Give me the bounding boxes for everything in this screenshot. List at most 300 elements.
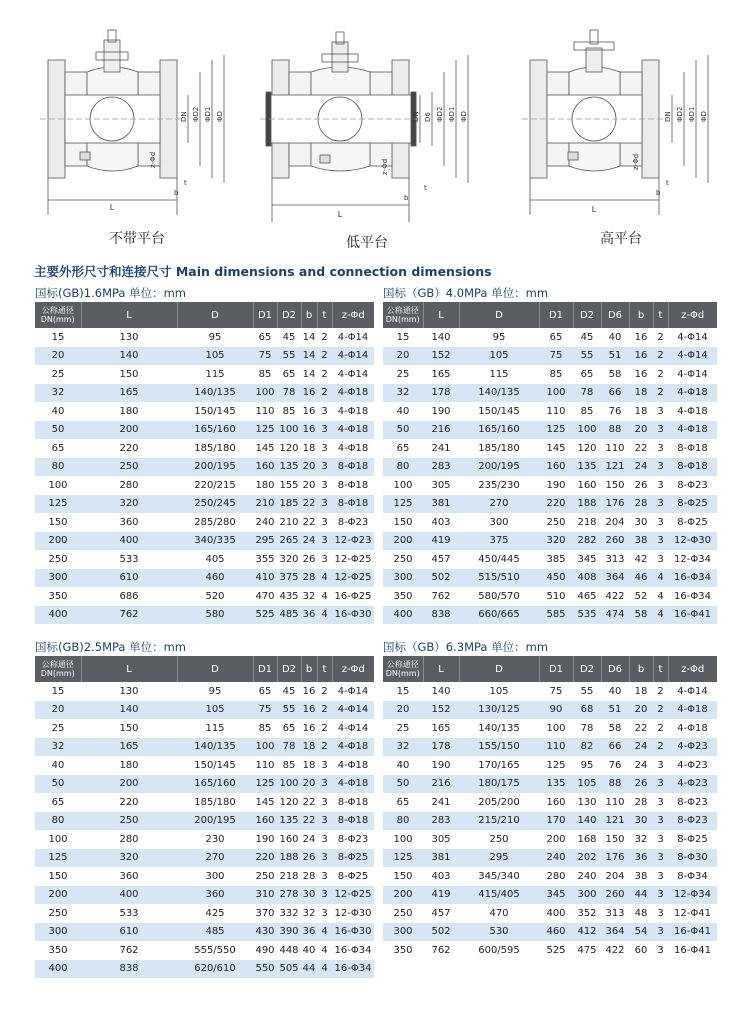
table-cell: 20 [35, 347, 81, 366]
table-cell: 555/550 [194, 944, 236, 956]
table-cell: 15 [51, 685, 65, 697]
table-cell: 320 [539, 532, 573, 551]
table-cell: 345 [539, 886, 573, 905]
table-cell: 105 [489, 685, 509, 697]
table-cell: 125 [253, 775, 277, 794]
table-cell: 4 [317, 923, 332, 942]
table-cell: 8-Φ18 [337, 479, 369, 491]
table-cell: 15 [396, 331, 410, 343]
table-cell: 190 [431, 759, 451, 771]
table-cell: 485 [177, 923, 253, 942]
column-header: z-Φd [668, 656, 717, 682]
table-cell: 170 [539, 812, 573, 831]
table-cell: 180 [119, 759, 139, 771]
column-header: D [459, 302, 539, 328]
table-cell: 88 [601, 775, 629, 794]
table-cell: 145 [546, 442, 566, 454]
table-cell: 3 [657, 405, 664, 417]
table-cell: 20 [301, 458, 317, 477]
table-cell: 135 [277, 812, 301, 831]
table-row [383, 756, 717, 775]
dim-L-1: L [109, 203, 115, 212]
table-row [35, 960, 374, 979]
table-cell: 295 [459, 849, 539, 868]
table-cell: 241 [431, 796, 451, 808]
dn-header-line: 公称通径 [41, 306, 74, 315]
table-cell: 178 [423, 384, 459, 403]
table-row [383, 923, 717, 942]
header-row [35, 656, 374, 682]
table-cell: 250 [48, 907, 68, 919]
table-cell: 24 [629, 738, 653, 757]
table-cell: 350 [48, 590, 68, 602]
table-row [383, 904, 717, 923]
table-cell: 419 [423, 886, 459, 905]
table-cell: 100 [48, 479, 68, 491]
table-cell: 12-Φ34 [668, 886, 717, 905]
table-cell: 400 [35, 960, 81, 979]
table-row [35, 904, 374, 923]
table-cell: 3 [657, 870, 664, 882]
dim-b-1: b [174, 189, 179, 197]
table-cell: 300 [489, 516, 509, 528]
dim-D-3: ΦD [700, 111, 708, 122]
table-cell: 4-Φ18 [332, 421, 374, 440]
table-row [383, 476, 717, 495]
table-cell: 135 [573, 458, 601, 477]
table-cell: 32 [383, 738, 423, 757]
table-cell: 250 [255, 870, 275, 882]
table-cell: 130 [119, 331, 139, 343]
table-cell: 2 [321, 685, 328, 697]
table-cell: 2 [657, 368, 664, 380]
table-cell: 150 [119, 722, 139, 734]
table-cell: 26 [629, 775, 653, 794]
table-cell: 178 [423, 738, 459, 757]
table-cell: 280 [119, 479, 139, 491]
table-cell: 390 [277, 923, 301, 942]
table-row [35, 775, 374, 794]
table-cell: 12-Φ25 [332, 886, 374, 905]
table-cell: 320 [279, 553, 299, 565]
table-cell: 115 [489, 368, 509, 380]
table-cell: 30 [301, 886, 317, 905]
dim-zd-2: z-Φd [381, 158, 389, 175]
column-header: b [301, 302, 317, 328]
table-cell: 120 [577, 442, 597, 454]
table-cell: 360 [177, 886, 253, 905]
table-row [35, 402, 374, 421]
table-cell: 4-Φ18 [332, 738, 374, 757]
table-cell: 385 [546, 553, 566, 565]
table-cell: 250 [81, 458, 177, 477]
dim-DN-1: DN [180, 111, 188, 122]
table-cell: 140 [81, 347, 177, 366]
table-cell: 20 [302, 479, 316, 491]
table-cell: 45 [282, 685, 296, 697]
table-cell: 200/195 [177, 458, 253, 477]
table-cell: 474 [601, 606, 629, 625]
table-cell: 3 [317, 849, 332, 868]
table-cell: 460 [539, 923, 573, 942]
table-cell: 24 [302, 833, 316, 845]
table-cell: 68 [573, 701, 601, 720]
table-cell: 8-Φ25 [337, 870, 369, 882]
table-cell: 4-Φ14 [677, 331, 708, 343]
table-row [383, 495, 717, 514]
table-cell: 260 [601, 886, 629, 905]
table-cell: 470 [489, 907, 509, 919]
table-cell: 220/215 [194, 479, 236, 491]
table-title: 国标（GB）6.3MPa 单位：mm [383, 640, 549, 654]
table-cell: 40 [396, 759, 410, 771]
table-cell: 310 [253, 886, 277, 905]
table-cell: 140 [431, 331, 451, 343]
header-row [383, 302, 717, 328]
table-cell: 88 [601, 421, 629, 440]
table-cell: 95 [580, 759, 594, 771]
column-header: L [81, 302, 177, 328]
table-cell: 150 [48, 870, 68, 882]
table-cell: 381 [423, 849, 459, 868]
table-row [383, 701, 717, 720]
table-cell: 300 [573, 886, 601, 905]
table-cell: 410 [253, 569, 277, 588]
table-cell: 8-Φ25 [668, 495, 717, 514]
table-cell: 16 [302, 722, 316, 734]
table-cell: 50 [383, 775, 423, 794]
dim-t-3: t [666, 179, 669, 187]
table-cell: 4-Φ14 [677, 685, 708, 697]
table-cell: 3 [653, 458, 668, 477]
table-cell: 85 [258, 368, 272, 380]
table-cell: 585 [539, 606, 573, 625]
table-cell: 125 [35, 849, 81, 868]
table-row [383, 569, 717, 588]
table-cell: 58 [608, 368, 622, 380]
table-cell: 216 [423, 775, 459, 794]
table-cell: 350 [48, 944, 68, 956]
table-cell: 185/180 [194, 796, 236, 808]
table-cell: 65 [51, 442, 65, 454]
table-cell: 110 [605, 442, 625, 454]
table-cell: 105 [573, 775, 601, 794]
table-row [35, 495, 374, 514]
table-cell: 381 [423, 495, 459, 514]
table-cell: 3 [657, 516, 664, 528]
table-cell: 165/160 [177, 421, 253, 440]
table-cell: 22 [634, 442, 648, 454]
table-row [383, 421, 717, 440]
table-cell: 65 [258, 685, 272, 697]
table-cell: 415/405 [459, 886, 539, 905]
table-cell: 505 [277, 960, 301, 979]
table-cell: 838 [81, 960, 177, 979]
dim-DN-3: DN [664, 111, 672, 122]
table-row [35, 421, 374, 440]
table-cell: 28 [302, 870, 316, 882]
table-cell: 364 [601, 569, 629, 588]
table-row [383, 587, 717, 606]
table-cell: 240 [255, 516, 275, 528]
table-cell: 40 [396, 405, 410, 417]
table-cell: 78 [277, 738, 301, 757]
table-cell: 22 [302, 796, 316, 808]
table-cell: 450 [539, 569, 573, 588]
table-cell: 610 [81, 923, 177, 942]
table-row [35, 812, 374, 831]
table-cell: 130/125 [459, 701, 539, 720]
table-cell: 580/570 [478, 590, 520, 602]
table-cell: 66 [601, 384, 629, 403]
table-cell: 20 [629, 701, 653, 720]
table-cell: 16-Φ25 [334, 590, 372, 602]
table-cell: 300 [383, 923, 423, 942]
table-cell: 3 [653, 923, 668, 942]
caption-low-platform: 低平台 [346, 235, 388, 251]
table-cell: 502 [423, 923, 459, 942]
valve-drawings [0, 0, 750, 258]
table-cell: 160 [253, 458, 277, 477]
table-cell: 200/195 [177, 812, 253, 831]
table-cell: 218 [279, 870, 299, 882]
table-cell: 90 [539, 701, 573, 720]
table-cell: 200 [81, 775, 177, 794]
table-cell: 51 [601, 347, 629, 366]
table-cell: 85 [258, 722, 272, 734]
table-cell: 8-Φ25 [677, 516, 708, 528]
table-cell: 16 [302, 405, 316, 417]
table-cell: 525 [253, 606, 277, 625]
table-cell: 4-Φ23 [668, 775, 717, 794]
caption-no-platform: 不带平台 [109, 231, 165, 247]
table-cell: 30 [634, 516, 648, 528]
table-cell: 8-Φ25 [332, 849, 374, 868]
table-cell: 2 [657, 685, 664, 697]
table-cell: 40 [51, 759, 65, 771]
column-header: D2 [573, 302, 601, 328]
table-cell: 16 [301, 384, 317, 403]
table-cell: 345/340 [478, 870, 520, 882]
table-cell: 78 [573, 384, 601, 403]
table-cell: 12-Φ25 [334, 553, 372, 565]
table-cell: 16-Φ34 [332, 960, 374, 979]
table-cell: 300 [383, 569, 423, 588]
table-cell: 18 [634, 685, 648, 697]
dim-D2-2: ΦD2 [436, 106, 444, 122]
table-cell: 364 [601, 923, 629, 942]
table-row [383, 812, 717, 831]
table-cell: 155/150 [459, 738, 539, 757]
table-cell: 4-Φ23 [677, 759, 708, 771]
table-cell: 3 [657, 442, 664, 454]
table-cell: 320 [81, 849, 177, 868]
table-cell: 50 [35, 775, 81, 794]
table-cell: 85 [549, 368, 563, 380]
table-cell: 20 [383, 347, 423, 366]
table-cell: 140/135 [478, 722, 520, 734]
table-row [383, 328, 717, 347]
header-row [383, 656, 717, 682]
table-row [383, 439, 717, 458]
table-cell: 200 [35, 886, 81, 905]
table-cell: 250 [81, 812, 177, 831]
table-cell: 762 [81, 606, 177, 625]
table-cell: 18 [302, 442, 316, 454]
table-cell: 4-Φ14 [668, 347, 717, 366]
table-cell: 45 [580, 331, 594, 343]
table-cell: 100 [393, 833, 413, 845]
table-cell: 14 [301, 347, 317, 366]
table-cell: 40 [51, 405, 65, 417]
table-row [383, 458, 717, 477]
column-header: L [423, 302, 459, 328]
table-cell: 2 [317, 701, 332, 720]
dim-L-2: L [337, 210, 343, 219]
dim-D-2: ΦD [460, 111, 468, 122]
table-cell: 26 [302, 553, 316, 565]
column-header: D2 [277, 656, 301, 682]
table-cell: 4-Φ18 [337, 759, 369, 771]
table-cell: 115 [205, 368, 225, 380]
table-cell: 355 [255, 553, 275, 565]
dn-header-line: DN(mm) [385, 669, 420, 678]
table-cell: 403 [431, 870, 451, 882]
table-cell: 160 [539, 458, 573, 477]
table-cell: 3 [657, 833, 664, 845]
table-row [35, 587, 374, 606]
table-cell: 80 [383, 812, 423, 831]
table-cell: 140/135 [177, 738, 253, 757]
table-cell: 190 [255, 833, 275, 845]
table-cell: 270 [177, 849, 253, 868]
table-cell: 55 [277, 701, 301, 720]
table-block-gb-6-3mpa [383, 638, 717, 960]
table-cell: 32 [634, 833, 648, 845]
table-cell: 8-Φ23 [337, 833, 369, 845]
table-cell: 188 [277, 849, 301, 868]
table-cell: 176 [601, 849, 629, 868]
table-cell: 38 [629, 532, 653, 551]
table-cell: 4 [653, 569, 668, 588]
table-cell: 140 [431, 685, 451, 697]
table-cell: 4 [321, 590, 328, 602]
table-cell: 12-Φ25 [332, 569, 374, 588]
table-cell: 16 [634, 331, 648, 343]
table-cell: 32 [35, 384, 81, 403]
table-cell: 185 [277, 495, 301, 514]
table-cell: 160 [279, 833, 299, 845]
table-cell: 165/160 [177, 775, 253, 794]
dn-header-line: 公称通径 [41, 660, 74, 669]
table-cell: 530 [459, 923, 539, 942]
table-cell: 150/145 [478, 405, 520, 417]
column-header: L [81, 656, 177, 682]
table-cell: 4-Φ14 [337, 368, 369, 380]
table-cell: 152 [423, 701, 459, 720]
table-cell: 8-Φ18 [337, 796, 369, 808]
table-cell: 3 [321, 759, 328, 771]
dim-t-2: t [424, 184, 427, 192]
table-cell: 12-Φ30 [334, 907, 372, 919]
table-row [35, 550, 374, 569]
table-cell: 185/180 [478, 442, 520, 454]
dimension-table [35, 656, 374, 978]
caption-high-platform: 高平台 [600, 231, 642, 247]
table-cell: 3 [321, 907, 328, 919]
table-cell: 3 [653, 886, 668, 905]
table-cell: 4-Φ18 [332, 384, 374, 403]
table-cell: 220 [119, 442, 139, 454]
table-cell: 419 [423, 532, 459, 551]
table-cell: 3 [317, 421, 332, 440]
table-cell: 260 [601, 532, 629, 551]
table-cell: 65 [396, 442, 410, 454]
column-header: b [629, 656, 653, 682]
table-cell: 502 [423, 569, 459, 588]
dim-b-3: b [656, 189, 661, 197]
table-row [35, 365, 374, 384]
table-cell: 580 [177, 606, 253, 625]
table-cell: 51 [601, 701, 629, 720]
table-cell: 150 [605, 479, 625, 491]
table-cell: 105 [177, 701, 253, 720]
table-cell: 58 [629, 606, 653, 625]
table-cell: 12-Φ30 [668, 532, 717, 551]
table-cell: 4 [317, 606, 332, 625]
table-cell: 3 [653, 775, 668, 794]
table-cell: 4 [321, 944, 328, 956]
table-cell: 235/230 [478, 479, 520, 491]
table-row [383, 793, 717, 812]
dn-header-line: 公称通径 [386, 660, 419, 669]
table-cell: 160 [546, 796, 566, 808]
table-cell: 125 [35, 495, 81, 514]
table-cell: 762 [119, 944, 139, 956]
table-cell: 4-Φ18 [668, 384, 717, 403]
table-cell: 65 [258, 331, 272, 343]
table-title: 国标(GB)1.6MPa 单位：mm [35, 286, 187, 300]
table-cell: 80 [35, 812, 81, 831]
table-cell: 152 [423, 347, 459, 366]
table-cell: 460 [177, 569, 253, 588]
table-cell: 204 [605, 870, 625, 882]
table-cell: 762 [431, 590, 451, 602]
dn-header-line: DN(mm) [40, 669, 75, 678]
table-cell: 533 [119, 907, 139, 919]
table-cell: 14 [302, 368, 316, 380]
table-row [35, 867, 374, 886]
table-cell: 215/210 [459, 812, 539, 831]
table-cell: 4-Φ18 [332, 775, 374, 794]
table-cell: 125 [539, 421, 573, 440]
table-cell: 475 [577, 944, 597, 956]
table-row [383, 719, 717, 738]
table-cell: 4-Φ14 [337, 685, 369, 697]
table-row [35, 513, 374, 532]
table-cell: 3 [653, 812, 668, 831]
table-cell: 430 [253, 923, 277, 942]
table-cell: 16-Φ30 [332, 923, 374, 942]
table-cell: 18 [302, 759, 316, 771]
table-cell: 8-Φ23 [668, 812, 717, 831]
table-cell: 32 [383, 384, 423, 403]
dim-b-2: b [404, 194, 409, 202]
table-cell: 230 [205, 833, 225, 845]
table-cell: 425 [205, 907, 225, 919]
table-cell: 400 [35, 606, 81, 625]
table-cell: 150 [48, 516, 68, 528]
